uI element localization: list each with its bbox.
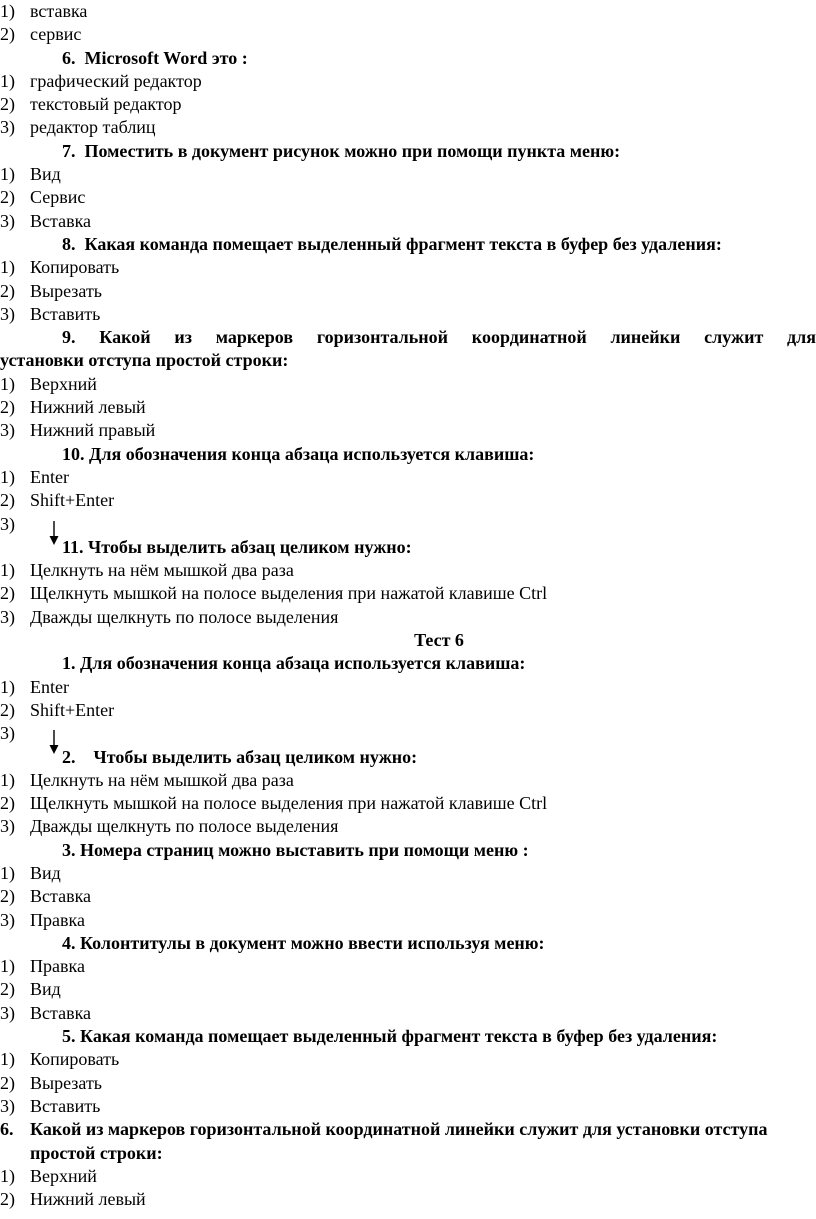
question-10: 10. Для обозначения конца абзаца используется клавиша: <box>62 443 535 464</box>
list-item: 1) Enter <box>0 466 69 487</box>
list-item: 2) Вырезать <box>0 1072 103 1093</box>
list-item: 3) Дважды щелкнуть по полосе выделения <box>0 816 339 837</box>
test-question-3: 3. Номера страниц можно выставить при помощи меню : <box>62 839 529 860</box>
list-item: 2) Нижний левый <box>0 397 146 418</box>
list-item: 2) Щелкнуть мышкой на полосе выделения при нажатой клавише Ctrl <box>0 583 548 604</box>
list-item: 2) текстовый редактор <box>0 94 182 115</box>
list-item: 3) Вставка <box>0 210 92 231</box>
list-item: 2) сервис <box>0 24 82 45</box>
list-item: 3) <box>0 722 816 745</box>
test-question-4: 4. Колонтитулы в документ можно ввести используя меню: <box>62 932 545 953</box>
list-item: 3) Вставка <box>0 1002 92 1023</box>
list-item: 3) редактор таблиц <box>0 117 156 138</box>
list-item: 1) графический редактор <box>0 70 202 91</box>
list-item: 3) Нижний правый <box>0 420 156 441</box>
list-item: 1) Копировать <box>0 1049 120 1070</box>
test-title: Тест 6 <box>414 630 464 651</box>
test-question-2: 2. Чтобы выделить абзац целиком нужно: <box>62 746 418 767</box>
list-item: 3) Вставить <box>0 303 101 324</box>
list-item: 1) Верхний <box>0 373 97 394</box>
question-9-line-1: 9. Какой из маркеров горизонтальной координатной линейки служит для <box>62 327 816 348</box>
list-item: 2) Вид <box>0 979 61 1000</box>
list-item: 3) Правка <box>0 909 85 930</box>
question-8: 8. Какая команда помещает выделенный фрагмент текста в буфер без удаления: <box>62 233 722 254</box>
list-item: 2) Вырезать <box>0 280 103 301</box>
list-item: 1) Вид <box>0 862 61 883</box>
question-9-line-2: установки отступа простой строки: <box>0 350 289 371</box>
list-item: 2) Shift+Enter <box>0 490 115 511</box>
list-item: 1) вставка <box>0 1 88 21</box>
list-item: 1) Копировать <box>0 257 120 278</box>
list-item: 2) Щелкнуть мышкой на полосе выделения при нажатой клавише Ctrl <box>0 793 548 814</box>
question-6: 6. Microsoft Word это : <box>62 47 248 68</box>
list-item: 2) Сервис <box>0 187 86 208</box>
list-item: 1) Верхний <box>0 1165 97 1186</box>
list-item: 3) <box>0 513 816 536</box>
test-question-6: 6. Какой из маркеров горизонтальной координатной линейки служит для установки отступа простой строки: <box>0 1119 768 1163</box>
list-item: 2) Shift+Enter <box>0 699 115 720</box>
test-question-1: 1. Для обозначения конца абзаца используется клавиша: <box>62 653 526 674</box>
list-item: 2) Нижний левый <box>0 1189 146 1210</box>
list-item: 1) Enter <box>0 676 69 697</box>
question-11: 11. Чтобы выделить абзац целиком нужно: <box>62 536 412 557</box>
list-item: 1) Целкнуть на нём мышкой два раза <box>0 560 294 581</box>
list-item: 3) Вставить <box>0 1095 101 1116</box>
question-7: 7. Поместить в документ рисунок можно при помощи пункта меню: <box>62 140 621 161</box>
list-item: 1) Вид <box>0 164 61 185</box>
list-item: 2) Вставка <box>0 886 92 907</box>
test-question-5: 5. Какая команда помещает выделенный фрагмент текста в буфер без удаления: <box>62 1026 718 1047</box>
list-item: 1) Правка <box>0 956 85 977</box>
list-item: 3) Дважды щелкнуть по полосе выделения <box>0 606 339 627</box>
list-item: 1) Целкнуть на нём мышкой два раза <box>0 769 294 790</box>
